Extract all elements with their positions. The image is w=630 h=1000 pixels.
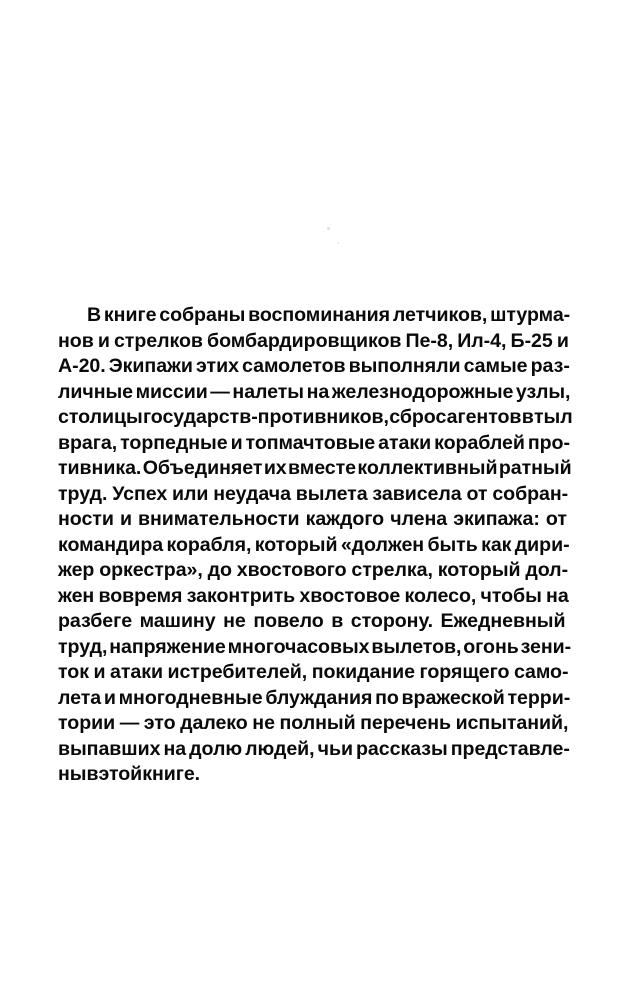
word: от — [545, 508, 567, 530]
word: дол- — [525, 559, 569, 581]
word: бомбардировщиков — [207, 329, 402, 352]
word: жен — [58, 584, 95, 607]
word: про- — [527, 431, 570, 454]
word: истребителей, — [167, 661, 308, 683]
body-paragraph — [58, 303, 573, 788]
word: каждого — [305, 508, 385, 530]
word: командира — [58, 533, 164, 556]
scan-speck-icon — [323, 231, 324, 232]
scan-speck-icon — [341, 246, 342, 247]
text-line — [58, 431, 573, 457]
word: — — [119, 712, 140, 734]
word: и — [556, 329, 569, 352]
text-line — [58, 380, 573, 406]
word: напряжение — [109, 635, 226, 658]
text-line — [58, 303, 573, 329]
word: книге — [103, 304, 157, 326]
word: дири- — [514, 533, 570, 556]
word: и — [93, 661, 106, 683]
word: зависела — [372, 482, 462, 505]
word: стрелков — [113, 329, 203, 352]
word: летчиков, — [392, 304, 488, 326]
word: их — [263, 457, 287, 479]
word: который — [254, 533, 338, 556]
word: само- — [513, 661, 569, 683]
word: «должен — [340, 533, 425, 556]
text-line — [58, 533, 573, 559]
word: А-20. — [58, 355, 106, 377]
word: тыл — [534, 406, 573, 428]
text-line — [58, 609, 573, 635]
word: коллективный — [357, 457, 498, 479]
word: агентов — [446, 406, 522, 428]
word: атаки — [378, 431, 432, 454]
word: самолетов — [242, 355, 346, 377]
word: выпавших — [58, 737, 161, 760]
word: повело — [253, 610, 324, 632]
word: тории — [58, 712, 116, 734]
word: неудача — [213, 482, 291, 505]
text-line — [58, 737, 573, 763]
word: лета — [58, 686, 102, 709]
word: атаки — [109, 661, 163, 683]
word: хвостовое — [299, 584, 401, 607]
word: как — [481, 533, 512, 556]
word: Б-25 — [510, 329, 553, 352]
text-line — [58, 405, 573, 431]
text-line — [58, 762, 573, 788]
word: вражеской — [401, 686, 505, 709]
word: Ежедневный — [440, 610, 566, 632]
word: корабля, — [166, 533, 252, 556]
scan-speck-icon — [331, 224, 332, 225]
word: блуждания — [265, 686, 373, 709]
text-line — [58, 584, 573, 610]
word: ности — [58, 508, 114, 530]
word: личные — [58, 380, 134, 403]
word: зени- — [520, 635, 572, 658]
scan-speck-icon — [327, 227, 330, 230]
word: от — [466, 482, 488, 505]
word: вылетов, — [371, 635, 462, 658]
word: ратный — [498, 457, 572, 479]
word: стрелка, — [351, 559, 433, 581]
word: вместе — [288, 457, 357, 479]
word: не — [252, 712, 275, 734]
word: врага, — [58, 431, 118, 454]
word: нов — [58, 329, 94, 352]
word: железнодорожные — [331, 380, 514, 403]
word: горящего — [419, 661, 510, 683]
word: покидание — [311, 661, 416, 683]
word: испытаний, — [455, 712, 569, 734]
word: в — [521, 406, 534, 428]
text-line — [58, 354, 573, 380]
word: Успех — [112, 482, 168, 505]
word: собран- — [492, 482, 569, 505]
word: кораблей — [434, 431, 525, 454]
word: тивника. — [58, 457, 142, 479]
word: книге. — [142, 763, 201, 785]
text-line — [58, 558, 573, 584]
word: государств-противников, — [142, 406, 389, 428]
word: в — [86, 763, 99, 785]
word: выполняли — [348, 355, 461, 377]
word: жер — [58, 559, 95, 581]
word: законтрить — [186, 584, 296, 607]
word: до — [207, 559, 232, 581]
word: и — [97, 329, 110, 352]
word: самые — [463, 355, 528, 377]
text-line — [58, 329, 573, 355]
word: многочасовых — [227, 635, 370, 658]
word: штурма- — [490, 304, 571, 326]
word: терри- — [507, 686, 571, 709]
word: оркестра», — [99, 559, 203, 581]
word: и — [230, 431, 243, 454]
word: Объединяет — [142, 457, 263, 479]
word: сброс — [389, 406, 447, 428]
word: рассказы — [356, 737, 448, 760]
scan-speck-icon — [337, 242, 339, 244]
word: огонь — [463, 635, 519, 658]
word: и — [119, 508, 132, 530]
word: Пе-8, — [405, 329, 454, 352]
word: это — [143, 712, 176, 734]
word: людей, — [245, 737, 315, 760]
text-line — [58, 660, 573, 686]
word: не — [223, 610, 246, 632]
text-line — [58, 482, 573, 508]
text-line — [58, 507, 573, 533]
word: многодневные — [118, 686, 263, 709]
word: этих — [196, 355, 239, 377]
text-line — [58, 686, 573, 712]
word: на — [306, 380, 330, 403]
word: или — [172, 482, 209, 505]
word: внимательности — [138, 508, 300, 530]
word: миссии — [135, 380, 208, 403]
word: который — [437, 559, 521, 581]
word: быть — [427, 533, 478, 556]
word: и — [103, 686, 116, 709]
word: ток — [58, 661, 89, 683]
word: в — [331, 610, 344, 632]
word: разбеге — [58, 610, 133, 632]
word: топмачтовые — [245, 431, 376, 454]
word: этой — [98, 763, 143, 785]
word: столицы — [58, 406, 143, 428]
word: машину — [139, 610, 216, 632]
word: колесо, — [404, 584, 477, 607]
text-line — [58, 456, 573, 482]
word: труд. — [58, 482, 108, 505]
word: — — [210, 380, 230, 403]
word: вылета — [295, 482, 368, 505]
word: экипажа: — [453, 508, 540, 530]
word: на — [163, 737, 187, 760]
word: вовремя — [98, 584, 183, 607]
word: Экипажи — [108, 355, 193, 377]
word: полный — [279, 712, 356, 734]
word: представле- — [450, 737, 570, 760]
word: чтобы — [480, 584, 542, 607]
word: собраны — [159, 304, 246, 326]
word: ны — [58, 763, 87, 785]
word: по — [375, 686, 399, 709]
word: на — [546, 584, 569, 607]
word: раз- — [530, 355, 570, 377]
word: далеко — [180, 712, 248, 734]
word: члена — [390, 508, 448, 530]
word: чьи — [317, 737, 353, 760]
word: воспоминания — [248, 304, 391, 326]
word: налеты — [232, 380, 304, 403]
text-line — [58, 711, 573, 737]
word: В — [87, 304, 102, 326]
word: перечень — [360, 712, 451, 734]
word: труд, — [58, 635, 108, 658]
word: узлы, — [515, 380, 571, 403]
word: торпедные — [120, 431, 228, 454]
word: хвостового — [236, 559, 347, 581]
word: Ил-4, — [457, 329, 507, 352]
text-line — [58, 635, 573, 661]
word: долю — [189, 737, 243, 760]
word: сторону. — [350, 610, 433, 632]
